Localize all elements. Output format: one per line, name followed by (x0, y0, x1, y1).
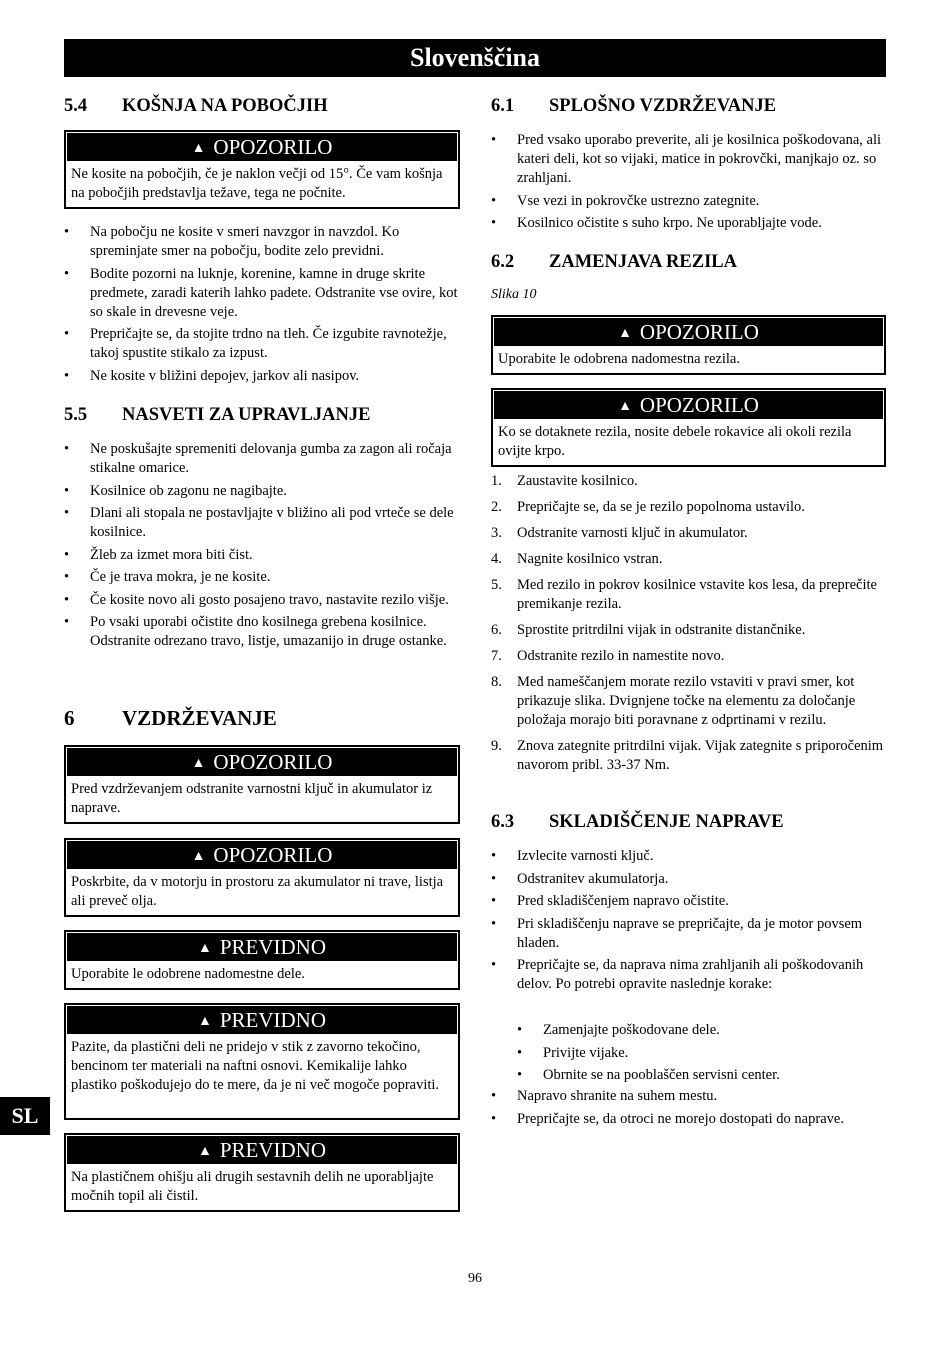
section-number: 5.5 (64, 405, 88, 425)
warning-text: Ko se dotaknete rezila, nosite debele rokavice ali okoli rezila ovijte krpo. (498, 424, 852, 459)
list-item: • Pred vsako uporabo preverite, ali je kosilnica poškodovana, ali kateri deli, kot so vijaki, matice in pokrovčki, manjkajo oz. so zrahljani. (491, 131, 886, 188)
step-item (491, 576, 886, 614)
step-text: Sprostite pritrdilni vijak in odstranite distančnike. (517, 622, 806, 638)
caution-header (67, 1136, 457, 1164)
list-item: • Ne kosite v bližini depojev, jarkov ali nasipov. (64, 367, 460, 386)
step-text: Med rezilo in pokrov kosilnice vstavite kos lesa, da preprečite premikanje rezila. (517, 577, 877, 612)
bullet-list-6-1 (491, 131, 886, 237)
list-item: • Izvlecite varnosti ključ. (491, 847, 886, 866)
warning-triangle-icon: ▲ (618, 399, 632, 414)
section-number: 6.3 (491, 812, 515, 832)
section-number: 6.1 (491, 96, 515, 116)
list-item: • Prepričajte se, da otroci ne morejo dostopati do naprave. (491, 1110, 886, 1129)
numbered-steps (491, 472, 886, 782)
step-number: 4. (491, 551, 502, 567)
list-item: • Kosilnice ob zagonu ne nagibajte. (64, 482, 460, 501)
warning-label: OPOZORILO (213, 750, 333, 774)
caution-text: Na plastičnem ohišju ali drugih sestavnih delih ne uporabljajte močnih topil ali čistil. (71, 1169, 434, 1204)
section-heading-5-4 (64, 96, 328, 117)
step-number: 1. (491, 473, 502, 489)
list-item: • Na pobočju ne kosite v smeri navzgor in navzdol. Ko spreminjate smer na pobočju, bodite zelo previdni. (64, 223, 460, 261)
warning-triangle-icon: ▲ (191, 141, 206, 156)
section-title: KOŠNJA NA POBOČJIH (122, 96, 328, 116)
list-item: • Po vsaki uporabi očistite dno kosilnega grebena kosilnice. Odstranite odrezano travo, listje, umazanijo in druge ostanke. (64, 613, 460, 651)
step-number: 5. (491, 577, 502, 593)
caution-text: Uporabite le odobrene nadomestne dele. (71, 966, 305, 982)
sub-bullet-list (491, 1021, 886, 1089)
warning-header (494, 391, 883, 419)
section-number: 6.2 (491, 252, 515, 272)
warning-box (491, 315, 886, 375)
sub-list-item: • Privijte vijake. (491, 1044, 886, 1063)
warning-box (491, 388, 886, 467)
warning-box (64, 745, 460, 824)
section-heading-6-2 (491, 252, 737, 273)
step-text: Odstranite varnosti ključ in akumulator. (517, 525, 748, 541)
section-title: SKLADIŠČENJE NAPRAVE (549, 812, 784, 832)
list-item: • Ne poskušajte spremeniti delovanja gumba za zagon ali ročaja stikalne omarice. (64, 440, 460, 478)
list-item: • Bodite pozorni na luknje, korenine, kamne in druge skrite predmete, zaradi katerih lahko padete. Odstranite vse ovire, kot so skale in drevesne veje. (64, 265, 460, 322)
list-item: • Napravo shranite na suhem mestu. (491, 1087, 886, 1106)
caution-label: PREVIDNO (219, 935, 327, 959)
language-tab: SL (0, 1097, 50, 1135)
warning-label: OPOZORILO (639, 393, 759, 417)
page-title: Slovenščina (64, 39, 886, 77)
list-item: • Odstranitev akumulatorja. (491, 870, 886, 889)
warning-text: Pred vzdrževanjem odstranite varnostni ključ in akumulator iz naprave. (71, 781, 433, 816)
step-text: Zaustavite kosilnico. (517, 473, 638, 489)
bullet-list-5-4 (64, 223, 460, 389)
list-item: • Kosilnico očistite s suho krpo. Ne uporabljajte vode. (491, 214, 886, 233)
warning-label: OPOZORILO (213, 135, 333, 159)
caution-box (64, 1003, 460, 1120)
warning-triangle-icon: ▲ (191, 756, 206, 771)
figure-reference: Slika 10 (491, 287, 537, 302)
list-item: • Prepričajte se, da naprava nima zrahljanih ali poškodovanih delov. Po potrebi opravite naslednje korake: (491, 956, 886, 994)
caution-label: PREVIDNO (219, 1008, 327, 1032)
warning-box (64, 130, 460, 209)
warning-triangle-icon: ▲ (197, 1014, 212, 1029)
step-number: 7. (491, 648, 502, 664)
bullet-list-6-3-end (491, 1087, 886, 1132)
section-title: SPLOŠNO VZDRŽEVANJE (549, 96, 777, 116)
list-item: • Dlani ali stopala ne postavljajte v bližino ali pod vrteče se dele kosilnice. (64, 504, 460, 542)
step-text: Med nameščanjem morate rezilo vstaviti v pravi smer, kot prikazuje slika. Dvignjene točke na elementu za določanje položaja morajo biti poravnane z odprtinami v rezilu. (517, 674, 856, 728)
warning-text: Ne kosite na pobočjih, če je naklon večji od 15°. Če vam košnja na pobočjih predstavlja težave, tega ne počnite. (71, 166, 443, 201)
warning-header (494, 318, 883, 346)
section-heading-6 (64, 706, 277, 731)
step-text: Znova zategnite pritrdilni vijak. Vijak zategnite s priporočenim navorom pribl. 33-37 Nm. (517, 738, 884, 773)
caution-header (67, 933, 457, 961)
caution-label: PREVIDNO (219, 1138, 327, 1162)
warning-text: Poskrbite, da v motorju in prostoru za akumulator ni trave, listja ali preveč olja. (71, 874, 444, 909)
list-item: • Vse vezi in pokrovčke ustrezno zategnite. (491, 192, 886, 211)
section-number: 5.4 (64, 96, 88, 116)
warning-header (67, 841, 457, 869)
step-item (491, 472, 886, 491)
section-title: VZDRŽEVANJE (122, 706, 277, 730)
step-text: Prepričajte se, da se je rezilo popolnoma ustavilo. (517, 499, 805, 515)
warning-header (67, 748, 457, 776)
caution-text: Pazite, da plastični deli ne pridejo v stik z zavorno tekočino, bencinom ter materiali na naftni osnovi. Kemikalije lahko plastiko poškodujejo do te mere, da je ni več mogoče popraviti. (71, 1039, 440, 1093)
step-text: Odstranite rezilo in namestite novo. (517, 648, 725, 664)
step-item (491, 737, 886, 775)
caution-header (67, 1006, 457, 1034)
step-item (491, 498, 886, 517)
section-heading-6-3 (491, 812, 784, 833)
step-item (491, 673, 886, 730)
warning-label: OPOZORILO (213, 843, 333, 867)
step-number: 6. (491, 622, 502, 638)
warning-triangle-icon: ▲ (191, 849, 206, 864)
section-number: 6 (64, 706, 75, 730)
step-item (491, 647, 886, 666)
section-title: ZAMENJAVA REZILA (549, 252, 737, 272)
list-item: • Pred skladiščenjem napravo očistite. (491, 892, 886, 911)
section-heading-6-1 (491, 96, 776, 117)
step-item (491, 524, 886, 543)
bullet-list-6-3 (491, 847, 886, 998)
bullet-list-5-5 (64, 440, 460, 655)
step-text: Nagnite kosilnico vstran. (517, 551, 663, 567)
warning-triangle-icon: ▲ (618, 326, 632, 341)
sub-list-item: • Obrnite se na pooblaščen servisni center. (491, 1066, 886, 1085)
sub-list-item: • Zamenjajte poškodovane dele. (491, 1021, 886, 1040)
caution-box (64, 930, 460, 990)
step-number: 2. (491, 499, 502, 515)
warning-header (67, 133, 457, 161)
warning-text: Uporabite le odobrena nadomestna rezila. (498, 351, 740, 367)
list-item: • Pri skladiščenju naprave se prepričajte, da je motor povsem hladen. (491, 915, 886, 953)
list-item: • Prepričajte se, da stojite trdno na tleh. Če izgubite ravnotežje, takoj spustite stikalo za izpust. (64, 325, 460, 363)
section-heading-5-5 (64, 405, 370, 426)
list-item: • Če kosite novo ali gosto posajeno travo, nastavite rezilo višje. (64, 591, 460, 610)
caution-box (64, 1133, 460, 1212)
warning-label: OPOZORILO (639, 320, 759, 344)
list-item: • Če je trava mokra, je ne kosite. (64, 568, 460, 587)
step-item (491, 621, 886, 640)
step-item (491, 550, 886, 569)
list-item: • Žleb za izmet mora biti čist. (64, 546, 460, 565)
warning-triangle-icon: ▲ (197, 941, 212, 956)
page-number: 96 (468, 1271, 482, 1286)
warning-box (64, 838, 460, 917)
step-number: 9. (491, 738, 502, 754)
step-number: 8. (491, 674, 502, 690)
section-title: NASVETI ZA UPRAVLJANJE (122, 405, 371, 425)
step-number: 3. (491, 525, 502, 541)
warning-triangle-icon: ▲ (197, 1144, 212, 1159)
